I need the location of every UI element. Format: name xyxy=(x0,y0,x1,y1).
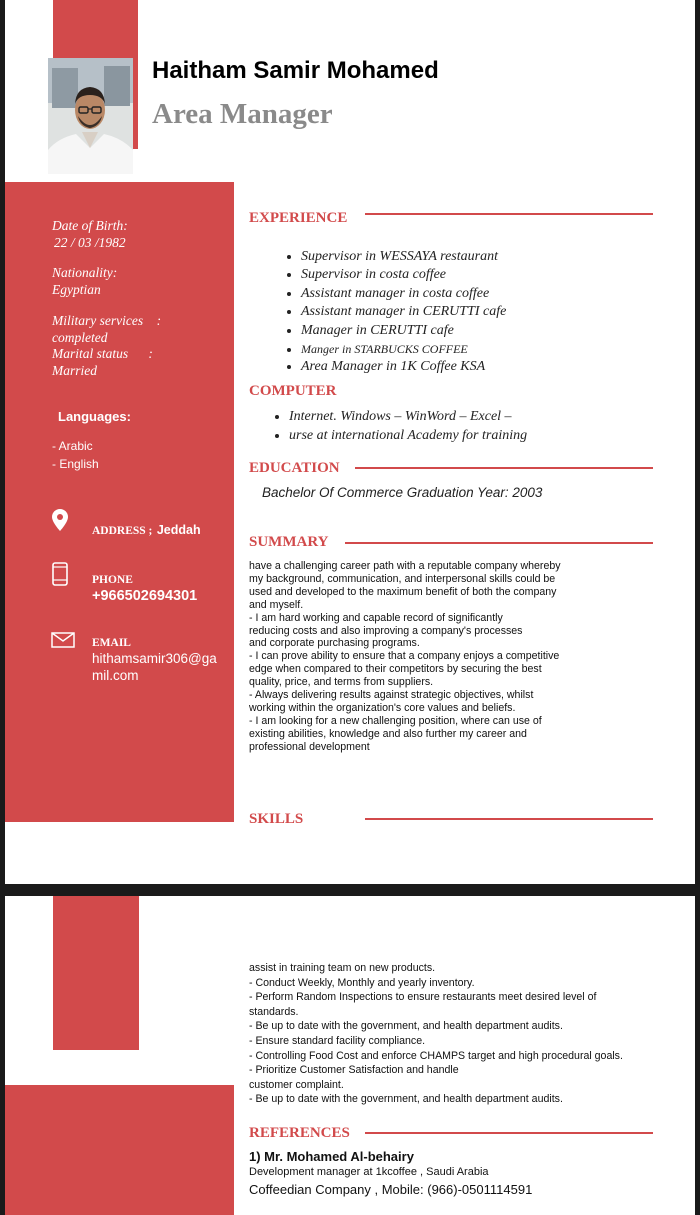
summary-line: professional development xyxy=(249,740,370,753)
summary-line: - I can prove ability to ensure that a company enjoys a competitive xyxy=(249,650,560,663)
phone-label: PHONE xyxy=(92,574,133,586)
candidate-name: Haitham Samir Mohamed xyxy=(152,57,439,84)
summary-line: used and developed to the maximum benefit of both the company xyxy=(249,585,557,598)
summary-line: existing abilities, knowledge and also further my career and xyxy=(249,727,527,740)
reference-role: Development manager at 1kcoffee , Saudi Arabia xyxy=(249,1166,489,1178)
summary-line: reducing costs and also improving a company's processes xyxy=(249,624,523,637)
resume-page-1 xyxy=(5,0,695,884)
address-value: Jeddah xyxy=(156,523,201,537)
dob-value: 22 / 03 /1982 xyxy=(54,235,126,250)
references-heading: REFERENCES xyxy=(249,1125,350,1141)
skills-line: - Prioritize Customer Satisfaction and handle xyxy=(249,1064,459,1077)
military-value: completed xyxy=(52,330,108,345)
education-heading: EDUCATION xyxy=(249,460,340,476)
list-item: • Area Manager in 1K Coffee KSA xyxy=(301,358,695,376)
summary-heading: SUMMARY xyxy=(249,534,329,550)
summary-line: - I am hard working and capable record of significantly xyxy=(249,611,503,624)
nationality-value: Egyptian xyxy=(52,282,101,297)
experience-heading: EXPERIENCE xyxy=(249,210,348,226)
language-item: - Arabic xyxy=(52,439,93,453)
skills-line: assist in training team on new products. xyxy=(249,962,436,974)
address-label: ADDRESS ; xyxy=(92,525,153,537)
profile-photo xyxy=(48,58,133,174)
summary-line: working within the organization's core values and beliefs. xyxy=(249,701,516,714)
sidebar xyxy=(5,182,234,822)
skills-line: - Be up to date with the government, and health department audits. xyxy=(249,1093,563,1106)
experience-list xyxy=(249,248,695,377)
summary-line: and corporate purchasing programs. xyxy=(249,637,420,650)
language-item: - English xyxy=(52,457,99,471)
list-item: • Manager in CERUTTI cafe xyxy=(301,322,695,340)
military-label: Military services : xyxy=(52,313,162,328)
summary-line: edge when compared to their competitors by securing the best xyxy=(249,663,542,676)
summary-line: - Always delivering results against strategic objectives, whilst xyxy=(249,689,534,702)
education-rule xyxy=(355,467,653,469)
skills-heading: SKILLS xyxy=(249,811,304,827)
skills-line: - Controlling Food Cost and enforce CHAMPS target and high procedural goals. xyxy=(249,1049,623,1062)
phone-value: +966502694301 xyxy=(92,588,198,604)
summary-rule xyxy=(345,542,653,544)
nationality-label: Nationality: xyxy=(52,265,118,280)
skills-line: standards. xyxy=(249,1005,299,1018)
list-item: • Assistant manager in costa coffee xyxy=(301,285,695,303)
list-item: • urse at international Academy for training xyxy=(289,427,695,446)
skills-line: - Ensure standard facility compliance. xyxy=(249,1034,426,1047)
skills-line: - Conduct Weekly, Monthly and yearly inventory. xyxy=(249,976,475,989)
summary-line: quality, price, and terms from suppliers. xyxy=(249,676,434,689)
marital-value: Married xyxy=(52,363,97,378)
dob-label: Date of Birth: xyxy=(52,218,128,233)
page2-sidebar-block xyxy=(5,1085,234,1215)
education-text: Bachelor Of Commerce Graduation Year: 2003 xyxy=(262,485,543,500)
skills-text xyxy=(249,961,623,1107)
summary-line: and myself. xyxy=(249,598,304,611)
summary-text xyxy=(249,560,561,754)
computer-heading: COMPUTER xyxy=(249,383,337,399)
skills-rule xyxy=(365,818,653,820)
phone-icon xyxy=(52,562,68,591)
email-label: EMAIL xyxy=(92,637,131,649)
languages-label: Languages: xyxy=(58,409,131,424)
list-item: • Assistant manager in CERUTTI cafe xyxy=(301,303,695,321)
list-item: • Supervisor in WESSAYA restaurant xyxy=(301,248,695,266)
email-line-1: hithamsamir306@ga xyxy=(92,651,217,666)
list-item: • Supervisor in costa coffee xyxy=(301,266,695,284)
experience-rule xyxy=(365,213,653,215)
reference-name: 1) Mr. Mohamed Al-behairy xyxy=(249,1149,414,1164)
email-icon xyxy=(51,632,75,653)
marital-label: Marital status : xyxy=(52,346,153,361)
email-line-2: mil.com xyxy=(92,668,139,683)
resume-page-2 xyxy=(5,896,695,1215)
references-rule xyxy=(365,1132,653,1134)
summary-line: my background, communication, and interpersonal skills could be xyxy=(249,572,556,585)
list-item: • Manger in STARBUCKS COFFEE xyxy=(301,340,695,358)
skills-line: - Be up to date with the government, and health department audits. xyxy=(249,1020,563,1033)
page2-top-red-block xyxy=(53,896,139,1050)
skills-line: - Perform Random Inspections to ensure restaurants meet desired level of xyxy=(249,991,597,1004)
skills-line: customer complaint. xyxy=(249,1078,344,1091)
job-title: Area Manager xyxy=(152,98,333,130)
reference-company: Coffeedian Company , Mobile: (966)-0501114591 xyxy=(249,1182,533,1197)
list-item: • Internet. Windows – WinWord – Excel – xyxy=(289,408,695,427)
location-pin-icon xyxy=(52,509,68,536)
summary-line: - I am looking for a new challenging position, where can use of xyxy=(249,714,542,727)
summary-line: have a challenging career path with a reputable company whereby xyxy=(249,560,561,572)
computer-list xyxy=(249,408,695,445)
